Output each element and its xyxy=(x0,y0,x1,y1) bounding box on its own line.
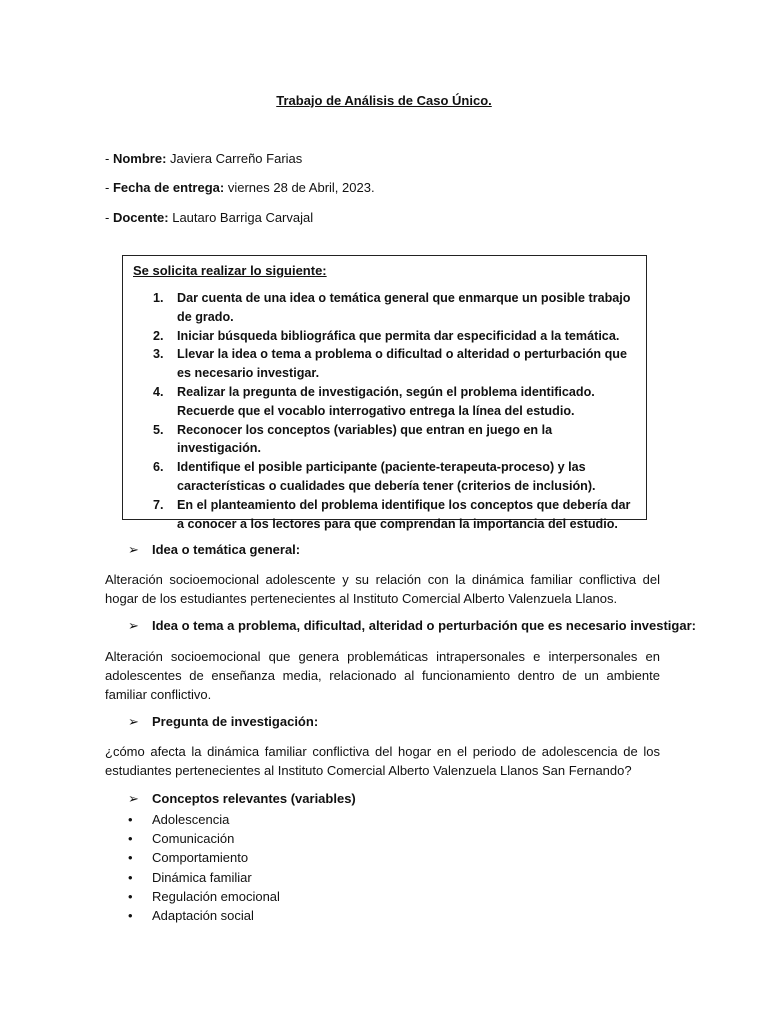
pregunta-heading xyxy=(128,714,318,730)
list-item xyxy=(128,810,280,829)
concepto-text: Comportamiento xyxy=(152,850,249,866)
instructions-box xyxy=(122,255,647,531)
docente-label: Docente: xyxy=(112,210,169,225)
instruction-number: 1. xyxy=(153,291,164,305)
conceptos-heading xyxy=(128,791,356,807)
meta-fecha xyxy=(105,180,375,195)
instruction-number: 3. xyxy=(153,347,164,362)
conceptos-heading-text: Conceptos relevantes (variables) xyxy=(152,791,356,806)
pregunta-paragraph: ¿cómo afecta la dinámica familiar conflictiva del hogar en el periodo de adolescencia de los estudiantes pertenecientes al Instituto Comercial Alberto Valenzuela Llanos San Fernando? xyxy=(105,744,660,778)
concepto-text: Adolescencia xyxy=(152,812,230,827)
instruction-text: En el planteamiento del problema identifique los conceptos que debería dar a conocer a los lectores para que comprendan la importancia del estudio. xyxy=(177,497,631,531)
meta-prefix: - xyxy=(105,210,110,225)
problema-heading-text: Idea o tema a problema, dificultad, alteridad o perturbación que es necesario investigar: xyxy=(152,618,696,633)
list-item xyxy=(128,906,280,925)
instruction-item xyxy=(153,345,638,383)
instruction-number: 4. xyxy=(153,384,164,399)
problema-heading xyxy=(128,618,696,634)
idea-paragraph: Alteración socioemocional adolescente y su relación con la dinámica familiar conflictiva del hogar de los estudiantes pertenecientes al Instituto Comercial Alberto Valenzuela Llanos. xyxy=(105,572,660,606)
instruction-text: Reconocer los conceptos (variables) que entran en juego en la investigación. xyxy=(177,422,553,456)
docente-value: Lautaro Barriga Carvajal xyxy=(172,210,314,225)
document-title: Trabajo de Análisis de Caso Único. xyxy=(276,93,492,108)
arrow-icon: ➢ xyxy=(128,618,139,633)
fecha-label: Fecha de entrega: xyxy=(112,180,225,195)
arrow-icon: ➢ xyxy=(128,791,139,806)
idea-heading-text: Idea o temática general: xyxy=(152,542,301,557)
instruction-text: Llevar la idea o tema a problema o dificultad o alteridad o perturbación que es necesario investigar. xyxy=(177,347,627,381)
conceptos-list xyxy=(128,810,280,925)
list-item xyxy=(128,829,280,848)
pregunta-heading-text: Pregunta de investigación: xyxy=(152,714,319,729)
instruction-item xyxy=(153,289,638,327)
list-item xyxy=(128,868,280,887)
instruction-item xyxy=(153,421,638,459)
nombre-label: Nombre: xyxy=(112,151,167,166)
instruction-number: 5. xyxy=(153,422,164,437)
idea-heading xyxy=(128,542,300,558)
instruction-text: Identifique el posible participante (paciente-terapeuta-proceso) y las características o cualidades que debería tener (criterios de inclusión). xyxy=(177,460,596,493)
arrow-icon: ➢ xyxy=(128,714,139,729)
concepto-text: Dinámica familiar xyxy=(152,869,252,885)
instruction-text: Realizar la pregunta de investigación, según el problema identificado. Recuerde que el vocablo interrogativo entrega la línea del estudio. xyxy=(177,384,595,418)
meta-prefix: - xyxy=(105,180,110,195)
instruction-number: 2. xyxy=(153,328,164,343)
problema-paragraph: Alteración socioemocional que genera problemáticas intrapersonales e interpersonales en adolescentes de enseñanza media, relacionado al funcionamiento dentro de un ambiente familiar conflictivo. xyxy=(105,649,660,702)
instructions-title: Se solicita realizar lo siguiente: xyxy=(133,263,327,278)
instruction-item xyxy=(153,383,638,421)
fecha-value: viernes 28 de Abril, 2023. xyxy=(227,180,375,195)
instruction-number: 7. xyxy=(153,497,164,512)
bullet-icon: • xyxy=(128,888,133,904)
bullet-icon: • xyxy=(128,869,133,885)
list-item xyxy=(128,887,280,906)
bullet-icon: • xyxy=(128,908,133,924)
bullet-icon: • xyxy=(128,831,133,847)
instructions-list xyxy=(153,289,638,533)
meta-nombre xyxy=(105,151,302,166)
instruction-item xyxy=(153,496,638,534)
meta-prefix: - xyxy=(105,151,110,166)
instruction-item xyxy=(153,327,638,346)
instruction-number: 6. xyxy=(153,460,164,475)
concepto-text: Comunicación xyxy=(152,831,235,847)
bullet-icon: • xyxy=(128,850,133,866)
instruction-item xyxy=(153,458,638,496)
instruction-text: Dar cuenta de una idea o temática general que enmarque un posible trabajo de grado. xyxy=(177,291,631,324)
instruction-text: Iniciar búsqueda bibliográfica que permita dar especificidad a la temática. xyxy=(177,328,620,343)
meta-docente xyxy=(105,210,313,225)
concepto-text: Adaptación social xyxy=(152,908,254,924)
bullet-icon: • xyxy=(128,812,133,827)
list-item xyxy=(128,848,280,867)
nombre-value: Javiera Carreño Farias xyxy=(170,151,303,166)
arrow-icon: ➢ xyxy=(128,542,139,557)
concepto-text: Regulación emocional xyxy=(152,888,280,904)
